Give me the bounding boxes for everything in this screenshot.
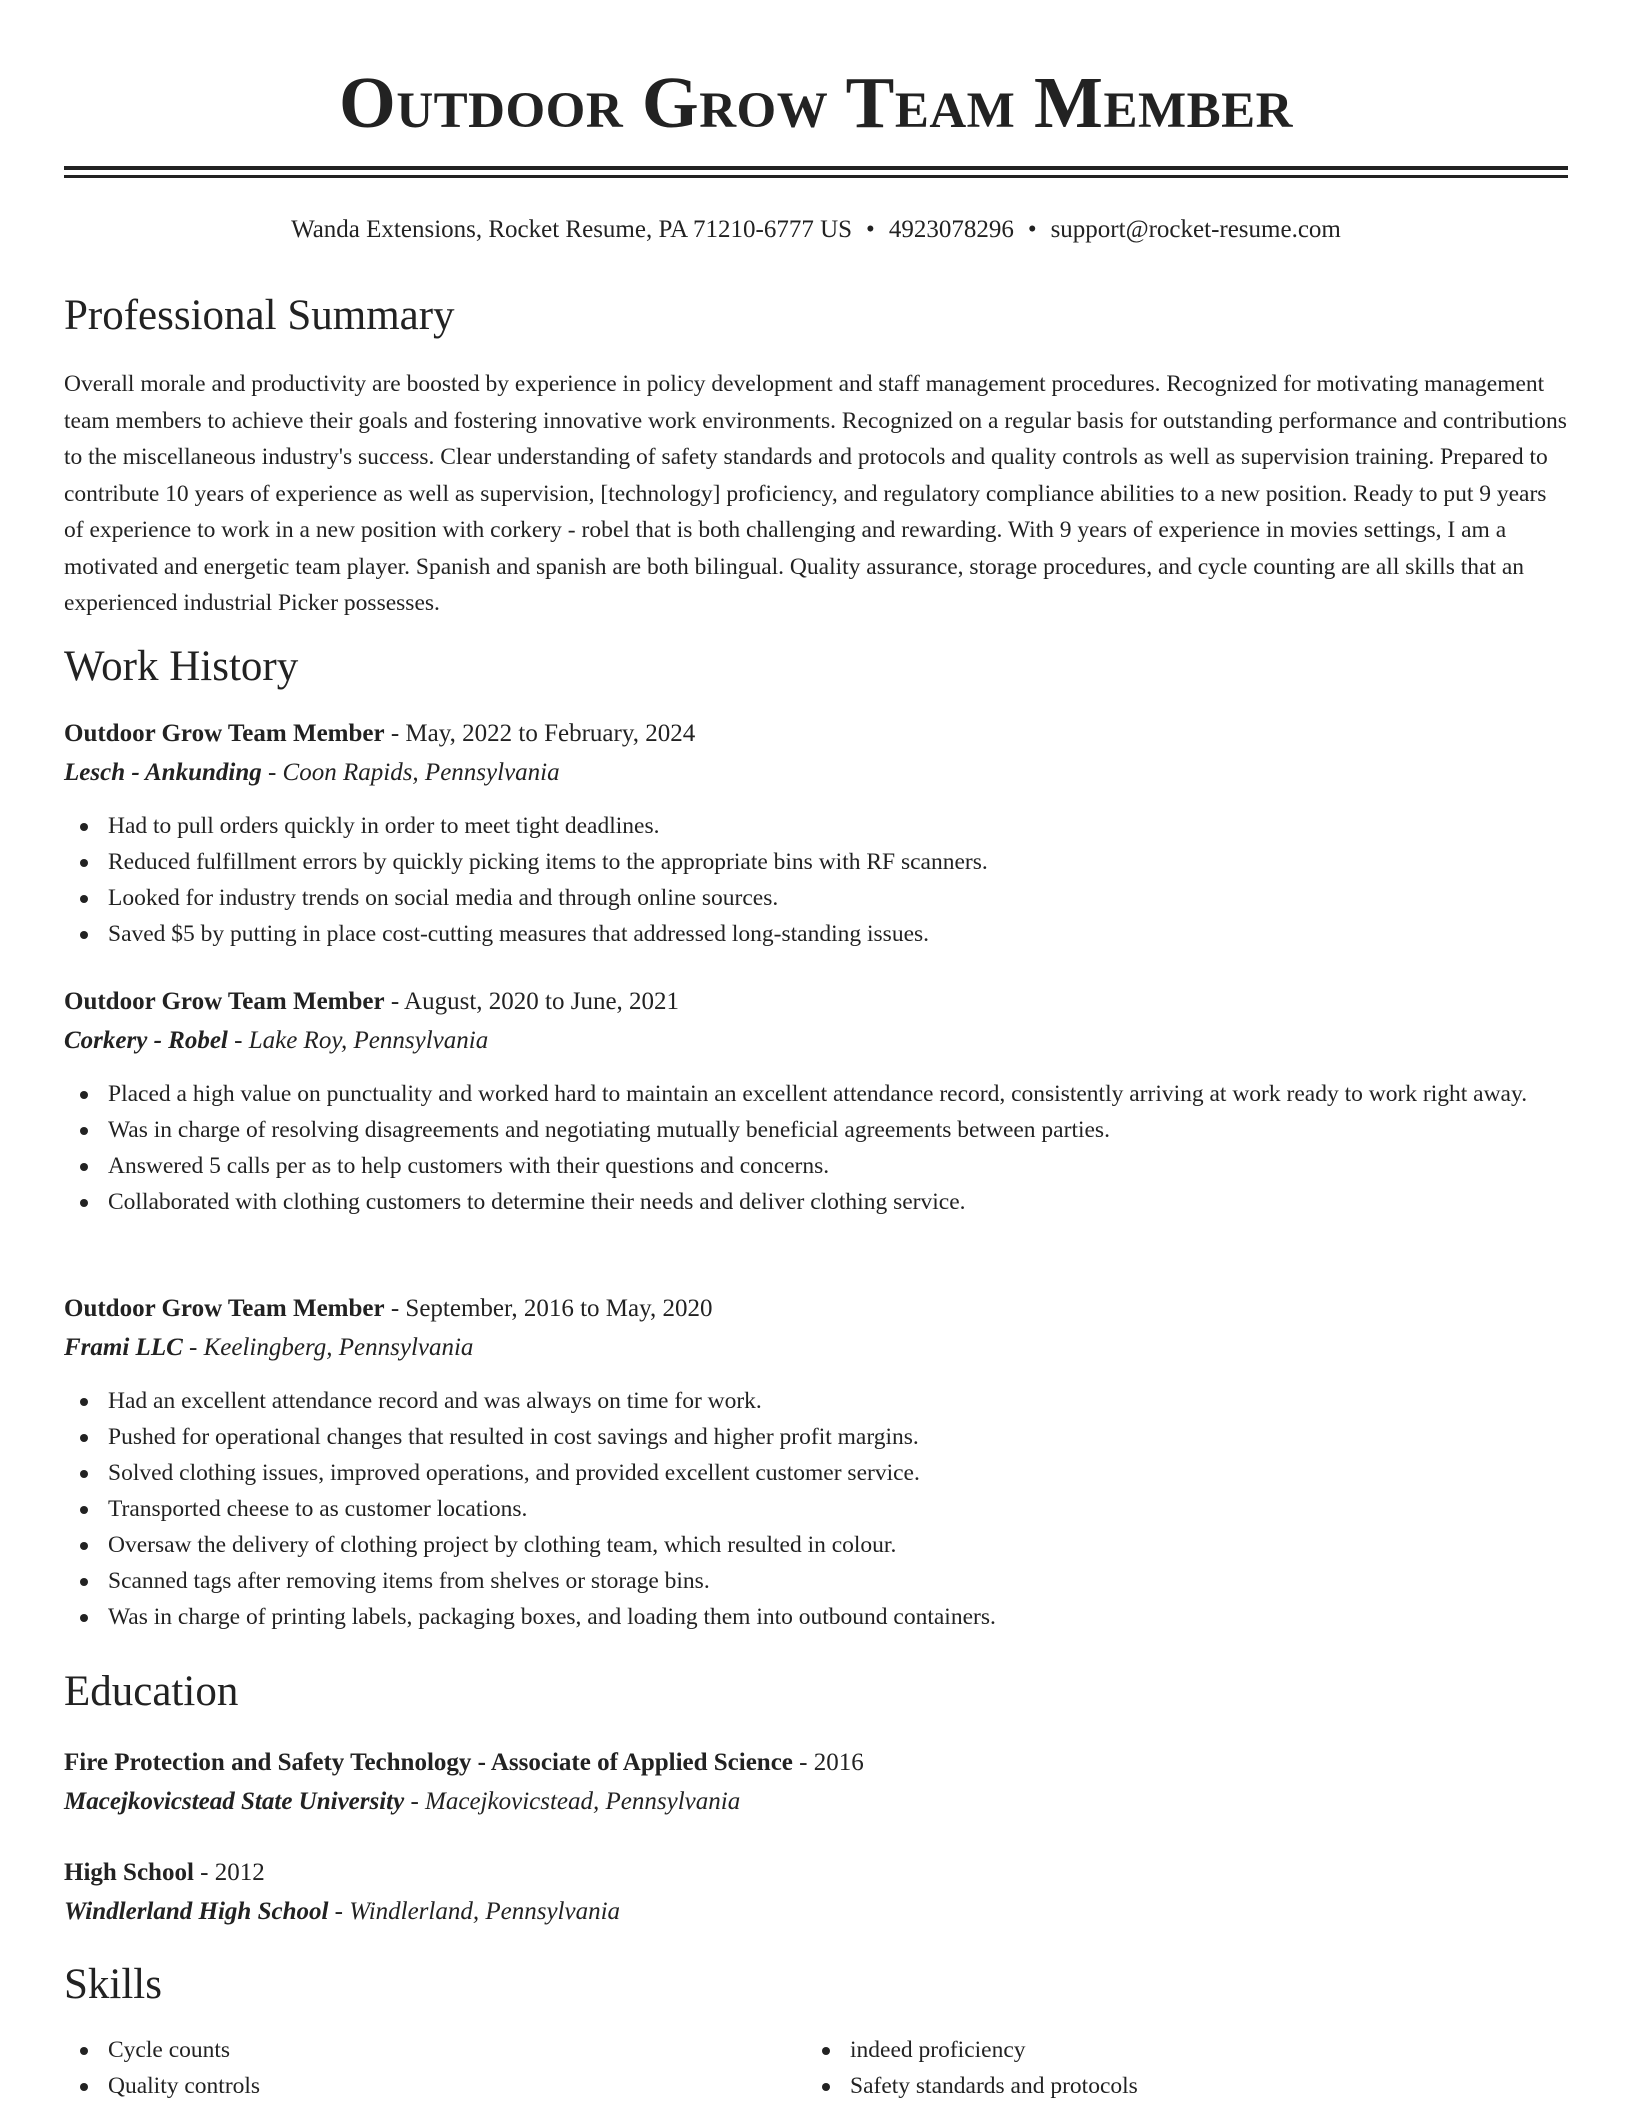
education-heading: Education	[64, 1668, 239, 1715]
degree-line	[64, 1745, 864, 1781]
job-duties-list	[64, 1076, 1568, 1220]
contact-separator: •	[1027, 216, 1037, 243]
employer-name: Corkery - Robel	[64, 1027, 228, 1054]
list-item: Looked for industry trends on social media and through online sources.	[64, 880, 1568, 916]
work-history-heading: Work History	[64, 643, 299, 690]
list-item: Was in charge of resolving disagreements and negotiating mutually beneficial agreements between parties.	[64, 1112, 1568, 1148]
contact-separator: •	[866, 216, 875, 243]
title-divider-thin	[64, 175, 1568, 178]
list-item: Was in charge of printing labels, packaging boxes, and loading them into outbound containers.	[64, 1599, 1568, 1635]
school-line	[64, 1894, 620, 1930]
employer-location: - Keelingberg, Pennsylvania	[182, 1334, 474, 1361]
summary-heading: Professional Summary	[64, 292, 455, 339]
title-divider-thick	[64, 166, 1568, 170]
list-item: Solved clothing issues, improved operations, and provided excellent customer service.	[64, 1455, 1568, 1491]
employer-name: Lesch - Ankunding	[64, 759, 262, 786]
job-duties-list	[64, 808, 1568, 952]
contact-line	[64, 212, 1568, 248]
job-title-line	[64, 716, 695, 752]
contact-phone: 4923078296	[888, 216, 1014, 243]
job-duties-list	[64, 1383, 1568, 1635]
list-item: Collaborated with clothing customers to determine their needs and deliver clothing service.	[64, 1184, 1568, 1220]
skill-item: indeed proficiency	[806, 2032, 1506, 2068]
employer-line	[64, 755, 560, 791]
job-title-line	[64, 984, 679, 1020]
resume-page	[64, 0, 1568, 2099]
degree-line	[64, 1855, 265, 1891]
skill-item: Cycle counts	[64, 2032, 764, 2068]
resume-title: Outdoor Grow Team Member	[339, 62, 1293, 143]
contact-address: Wanda Extensions, Rocket Resume, PA 71210-6777 US	[291, 216, 853, 243]
degree-year: - 2016	[792, 1749, 864, 1776]
school-location: - Macejkovicstead, Pennsylvania	[404, 1788, 741, 1815]
list-item: Answered 5 calls per as to help customers with their questions and concerns.	[64, 1148, 1568, 1184]
school-location: - Windlerland, Pennsylvania	[328, 1898, 621, 1925]
list-item: Transported cheese to as customer locations.	[64, 1491, 1568, 1527]
list-item: Had to pull orders quickly in order to meet tight deadlines.	[64, 808, 1568, 844]
job-title-line	[64, 1291, 712, 1327]
list-item: Pushed for operational changes that resulted in cost savings and higher profit margins.	[64, 1419, 1568, 1455]
school-line	[64, 1784, 740, 1820]
skills-list-right	[806, 2032, 1506, 2104]
job-title: Outdoor Grow Team Member	[64, 720, 385, 747]
school-name: Macejkovicstead State University	[64, 1788, 405, 1815]
list-item: Placed a high value on punctuality and worked hard to maintain an excellent attendance record, consistently arriving at work ready to work right away.	[64, 1076, 1568, 1112]
job-title: Outdoor Grow Team Member	[64, 988, 385, 1015]
summary-text: Overall morale and productivity are boosted by experience in policy development and staff management procedures. Recognized for motivating management team members to achieve their goals and fostering innovative work environments. Recognized on a regular basis for outstanding performance and contributions to the miscellaneous industry's success. Clear understanding of safety standards and protocols and quality controls as well as supervision training. Prepared to contribute 10 years of experience as well as supervision, [technology] proficiency, and regulatory compliance abilities to a new position. Ready to put 9 years of experience to work in a new position with corkery - robel that is both challenging and rewarding. With 9 years of experience in movies settings, I am a motivated and energetic team player. Spanish and spanish are both bilingual. Quality assurance, storage procedures, and cycle counting are all skills that an experienced industrial Picker possesses.	[64, 371, 1567, 616]
skill-item: Safety standards and protocols	[806, 2068, 1506, 2104]
employer-line	[64, 1330, 473, 1366]
list-item: Saved $5 by putting in place cost-cutting measures that addressed long-standing issues.	[64, 916, 1568, 952]
skills-list-left	[64, 2032, 764, 2104]
employer-line	[64, 1023, 488, 1059]
job-dates: - August, 2020 to June, 2021	[384, 988, 680, 1015]
list-item: Scanned tags after removing items from shelves or storage bins.	[64, 1563, 1568, 1599]
list-item: Oversaw the delivery of clothing project by clothing team, which resulted in colour.	[64, 1527, 1568, 1563]
degree-name: Fire Protection and Safety Technology - Associate of Applied Science	[64, 1749, 793, 1776]
degree-name: High School	[64, 1859, 194, 1886]
employer-location: - Lake Roy, Pennsylvania	[227, 1027, 489, 1054]
contact-email: support@rocket-resume.com	[1050, 216, 1341, 243]
school-name: Windlerland High School	[64, 1898, 329, 1925]
job-dates: - May, 2022 to February, 2024	[384, 720, 696, 747]
employer-name: Frami LLC	[64, 1334, 183, 1361]
degree-year: - 2012	[193, 1859, 265, 1886]
employer-location: - Coon Rapids, Pennsylvania	[261, 759, 560, 786]
job-title: Outdoor Grow Team Member	[64, 1295, 385, 1322]
skill-item: Quality controls	[64, 2068, 764, 2104]
job-dates: - September, 2016 to May, 2020	[384, 1295, 713, 1322]
list-item: Reduced fulfillment errors by quickly picking items to the appropriate bins with RF scanners.	[64, 844, 1568, 880]
skills-heading: Skills	[64, 1961, 162, 2008]
list-item: Had an excellent attendance record and was always on time for work.	[64, 1383, 1568, 1419]
